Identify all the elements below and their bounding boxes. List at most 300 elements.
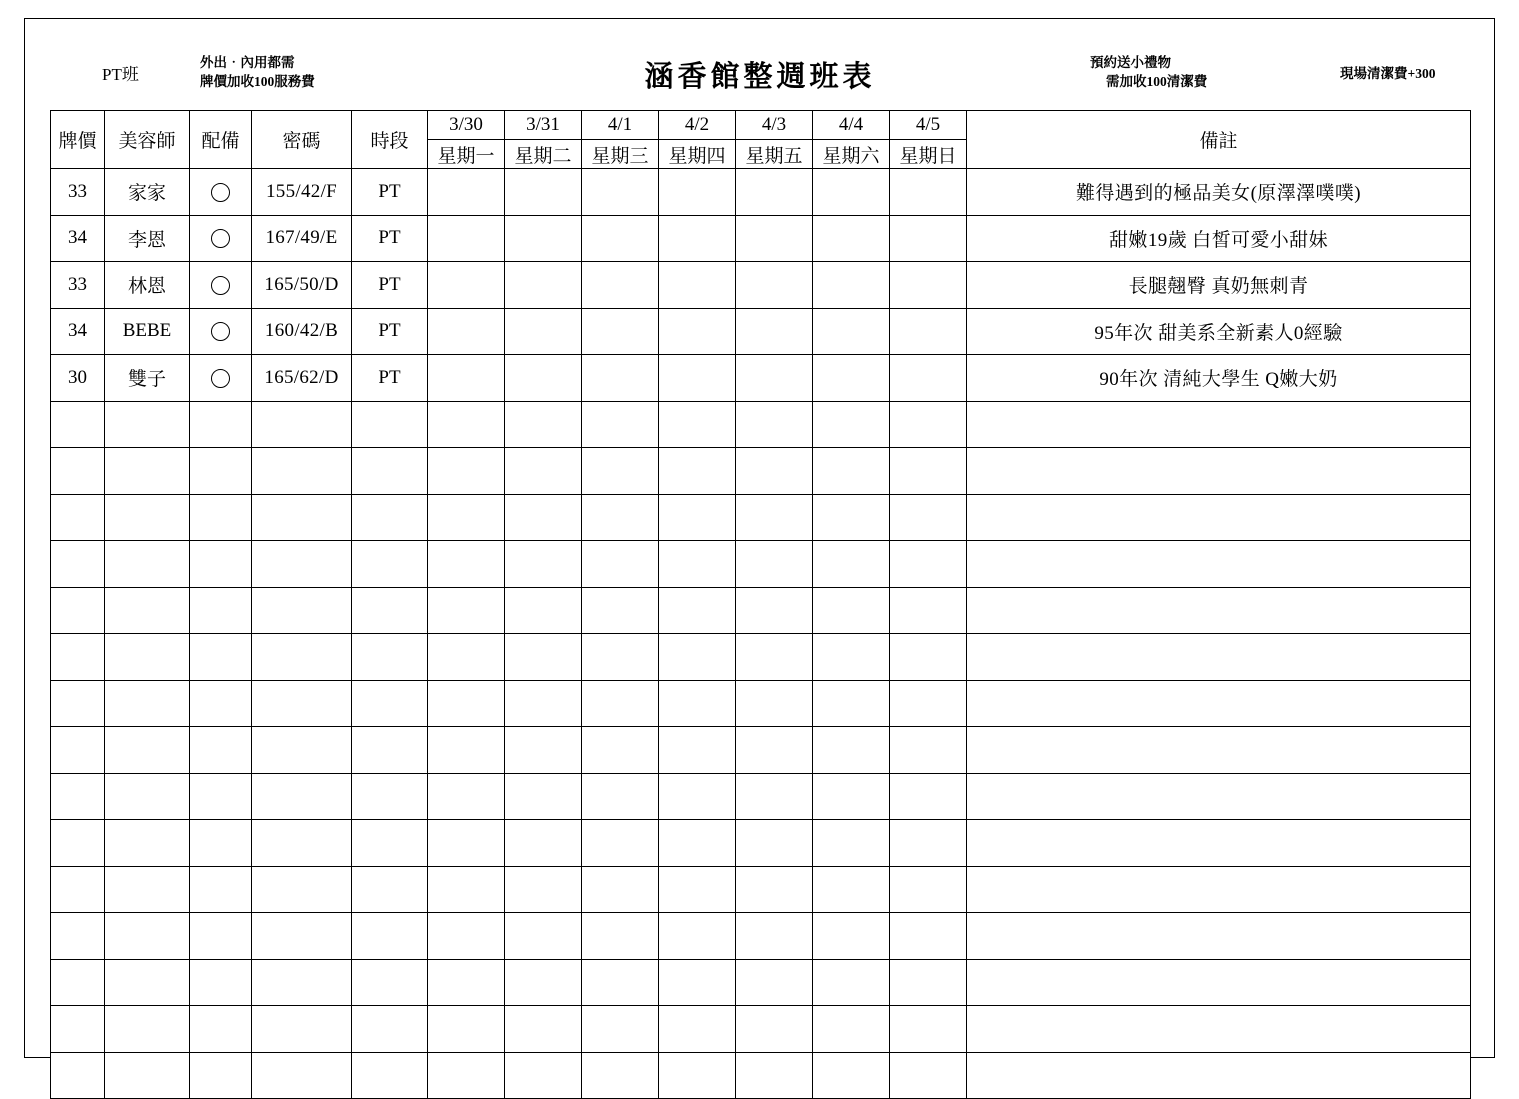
- column-header-code: 密碼: [252, 111, 352, 169]
- cell-day-3: [659, 727, 736, 774]
- column-header-price: 牌價: [51, 111, 105, 169]
- column-header-dow-2: 星期三: [582, 140, 659, 169]
- cell-day-2: [582, 169, 659, 216]
- cell-day-4: [736, 355, 813, 402]
- reservation-gift-note-line1: 預約送小禮物: [1090, 55, 1171, 70]
- cleaning-fee-note-line2: 需加收100清潔費: [1106, 74, 1208, 89]
- cell-slot: PT: [352, 355, 428, 402]
- cell-price: [51, 1006, 105, 1053]
- cell-day-3: [659, 308, 736, 355]
- cell-day-1: [505, 820, 582, 867]
- cell-day-2: [582, 913, 659, 960]
- cell-day-6: [890, 169, 967, 216]
- cell-day-2: [582, 634, 659, 681]
- table-row: [51, 401, 1471, 448]
- cell-slot: [352, 913, 428, 960]
- cell-beautician: BEBE: [105, 308, 190, 355]
- cell-day-4: [736, 727, 813, 774]
- circle-icon: [211, 369, 230, 388]
- column-header-beautician: 美容師: [105, 111, 190, 169]
- cell-remark: [967, 680, 1471, 727]
- cell-day-4: [736, 913, 813, 960]
- cell-remark: 甜嫩19歲 白皙可愛小甜妹: [967, 215, 1471, 262]
- cell-price: 33: [51, 169, 105, 216]
- cell-day-2: [582, 680, 659, 727]
- cell-day-3: [659, 494, 736, 541]
- cell-remark: [967, 541, 1471, 588]
- cell-price: [51, 820, 105, 867]
- cell-day-3: [659, 401, 736, 448]
- column-header-dow-3: 星期四: [659, 140, 736, 169]
- cell-beautician: 雙子: [105, 355, 190, 402]
- cell-price: [51, 448, 105, 495]
- cell-slot: [352, 680, 428, 727]
- cell-day-3: [659, 773, 736, 820]
- cell-day-1: [505, 215, 582, 262]
- cell-beautician: [105, 773, 190, 820]
- cell-day-0: [428, 634, 505, 681]
- cell-day-0: [428, 401, 505, 448]
- column-header-date-2: 4/1: [582, 111, 659, 140]
- column-header-slot: 時段: [352, 111, 428, 169]
- cell-day-4: [736, 587, 813, 634]
- page-title: 涵香館整週班表: [644, 61, 876, 93]
- cell-day-3: [659, 820, 736, 867]
- table-row: [51, 355, 1471, 402]
- cell-equipment: [190, 1052, 252, 1099]
- cell-code: [252, 773, 352, 820]
- cell-price: [51, 913, 105, 960]
- cell-day-3: [659, 355, 736, 402]
- cell-beautician: [105, 1052, 190, 1099]
- reservation-gift-note: [1090, 53, 1207, 91]
- cell-slot: [352, 401, 428, 448]
- cell-price: [51, 773, 105, 820]
- column-header-date-5: 4/4: [813, 111, 890, 140]
- cell-day-2: [582, 1006, 659, 1053]
- table-row: [51, 1052, 1471, 1099]
- cell-day-0: [428, 1006, 505, 1053]
- cell-remark: 難得遇到的極品美女(原澤澤噗噗): [967, 169, 1471, 216]
- table-row: [51, 959, 1471, 1006]
- table-row: [51, 262, 1471, 309]
- cell-day-5: [813, 727, 890, 774]
- cell-day-5: [813, 866, 890, 913]
- cell-price: [51, 541, 105, 588]
- cell-code: [252, 587, 352, 634]
- cell-day-4: [736, 541, 813, 588]
- cell-remark: [967, 820, 1471, 867]
- cell-day-4: [736, 448, 813, 495]
- cell-equipment: [190, 773, 252, 820]
- cell-day-2: [582, 262, 659, 309]
- cell-equipment: [190, 959, 252, 1006]
- table-row: [51, 494, 1471, 541]
- cell-day-6: [890, 215, 967, 262]
- cell-day-1: [505, 959, 582, 1006]
- cell-beautician: [105, 587, 190, 634]
- cell-day-1: [505, 680, 582, 727]
- cell-day-2: [582, 959, 659, 1006]
- cell-day-0: [428, 773, 505, 820]
- cell-equipment: [190, 308, 252, 355]
- cell-remark: [967, 1052, 1471, 1099]
- cell-equipment: [190, 820, 252, 867]
- table-row: [51, 680, 1471, 727]
- cell-code: [252, 448, 352, 495]
- cell-code: 155/42/F: [252, 169, 352, 216]
- cell-remark: [967, 1006, 1471, 1053]
- cell-day-2: [582, 820, 659, 867]
- cell-beautician: [105, 680, 190, 727]
- cell-price: 30: [51, 355, 105, 402]
- cell-beautician: [105, 820, 190, 867]
- cell-day-4: [736, 866, 813, 913]
- cell-code: [252, 820, 352, 867]
- cell-code: [252, 634, 352, 681]
- cell-slot: [352, 773, 428, 820]
- cell-beautician: [105, 541, 190, 588]
- cell-day-5: [813, 680, 890, 727]
- cell-day-6: [890, 262, 967, 309]
- cell-day-2: [582, 494, 659, 541]
- cell-day-1: [505, 401, 582, 448]
- cell-day-2: [582, 866, 659, 913]
- cell-day-1: [505, 494, 582, 541]
- column-header-date-4: 4/3: [736, 111, 813, 140]
- cell-day-3: [659, 541, 736, 588]
- cell-day-5: [813, 587, 890, 634]
- cell-equipment: [190, 727, 252, 774]
- table-row: [51, 587, 1471, 634]
- table-row: [51, 215, 1471, 262]
- column-header-equipment: 配備: [190, 111, 252, 169]
- cell-day-3: [659, 913, 736, 960]
- cell-day-4: [736, 820, 813, 867]
- cell-day-3: [659, 959, 736, 1006]
- cell-remark: [967, 773, 1471, 820]
- cell-code: [252, 727, 352, 774]
- cell-price: 34: [51, 215, 105, 262]
- cell-day-5: [813, 401, 890, 448]
- cell-day-6: [890, 494, 967, 541]
- cell-day-4: [736, 1006, 813, 1053]
- cell-equipment: [190, 494, 252, 541]
- table-row: [51, 1006, 1471, 1053]
- table-body: [51, 169, 1471, 1099]
- column-header-date-6: 4/5: [890, 111, 967, 140]
- onsite-cleaning-fee-note: 現場清潔費+300: [1340, 66, 1436, 81]
- cell-price: 33: [51, 262, 105, 309]
- cell-code: [252, 913, 352, 960]
- cell-day-4: [736, 1052, 813, 1099]
- table-row: [51, 820, 1471, 867]
- table-row: [51, 169, 1471, 216]
- cell-equipment: [190, 541, 252, 588]
- cell-day-0: [428, 541, 505, 588]
- cell-equipment: [190, 355, 252, 402]
- cell-equipment: [190, 401, 252, 448]
- cell-slot: [352, 634, 428, 681]
- cell-day-0: [428, 215, 505, 262]
- cell-remark: 95年次 甜美系全新素人0經驗: [967, 308, 1471, 355]
- cell-day-3: [659, 634, 736, 681]
- cell-day-2: [582, 1052, 659, 1099]
- cell-day-6: [890, 680, 967, 727]
- cell-equipment: [190, 913, 252, 960]
- service-fee-note-line1: 外出‧內用都需: [200, 55, 295, 70]
- cell-day-6: [890, 1006, 967, 1053]
- cell-code: [252, 1006, 352, 1053]
- cell-price: [51, 866, 105, 913]
- cell-equipment: [190, 866, 252, 913]
- table-row: [51, 913, 1471, 960]
- circle-icon: [211, 322, 230, 341]
- cell-day-5: [813, 634, 890, 681]
- cell-price: [51, 401, 105, 448]
- cell-day-4: [736, 401, 813, 448]
- cell-remark: 長腿翹臀 真奶無刺青: [967, 262, 1471, 309]
- cell-day-3: [659, 215, 736, 262]
- cell-day-0: [428, 494, 505, 541]
- column-header-dow-0: 星期一: [428, 140, 505, 169]
- cell-day-5: [813, 355, 890, 402]
- cell-slot: [352, 727, 428, 774]
- cell-day-2: [582, 448, 659, 495]
- cell-equipment: [190, 1006, 252, 1053]
- cell-remark: [967, 913, 1471, 960]
- cell-beautician: 李恩: [105, 215, 190, 262]
- cell-equipment: [190, 262, 252, 309]
- cell-day-4: [736, 773, 813, 820]
- cell-day-0: [428, 448, 505, 495]
- cell-code: [252, 680, 352, 727]
- cell-day-0: [428, 587, 505, 634]
- document-header: [50, 46, 1470, 96]
- cell-day-1: [505, 262, 582, 309]
- cell-day-2: [582, 727, 659, 774]
- cell-day-2: [582, 308, 659, 355]
- table-row: [51, 448, 1471, 495]
- cell-day-2: [582, 587, 659, 634]
- cell-day-0: [428, 680, 505, 727]
- cell-day-6: [890, 448, 967, 495]
- cell-day-4: [736, 634, 813, 681]
- cell-day-0: [428, 959, 505, 1006]
- cell-day-0: [428, 355, 505, 402]
- column-header-remark: 備註: [967, 111, 1471, 169]
- cell-slot: [352, 1052, 428, 1099]
- cell-equipment: [190, 215, 252, 262]
- cell-day-6: [890, 401, 967, 448]
- cell-day-1: [505, 169, 582, 216]
- schedule-table: [50, 110, 1471, 1099]
- cell-remark: [967, 727, 1471, 774]
- cell-slot: PT: [352, 169, 428, 216]
- table-row: [51, 727, 1471, 774]
- cell-day-5: [813, 169, 890, 216]
- table-row: [51, 773, 1471, 820]
- cell-day-3: [659, 1052, 736, 1099]
- cell-code: [252, 1052, 352, 1099]
- cell-day-6: [890, 634, 967, 681]
- cell-remark: [967, 401, 1471, 448]
- cell-day-1: [505, 448, 582, 495]
- cell-equipment: [190, 680, 252, 727]
- cell-slot: PT: [352, 262, 428, 309]
- cell-day-6: [890, 866, 967, 913]
- cell-beautician: [105, 866, 190, 913]
- cell-remark: [967, 866, 1471, 913]
- cell-day-4: [736, 215, 813, 262]
- cell-day-3: [659, 262, 736, 309]
- cell-day-0: [428, 866, 505, 913]
- table-row: [51, 541, 1471, 588]
- cell-day-4: [736, 308, 813, 355]
- circle-icon: [211, 183, 230, 202]
- cell-day-5: [813, 448, 890, 495]
- cell-day-3: [659, 866, 736, 913]
- cell-equipment: [190, 448, 252, 495]
- cell-price: [51, 727, 105, 774]
- cell-day-1: [505, 866, 582, 913]
- cell-remark: 90年次 清純大學生 Q嫩大奶: [967, 355, 1471, 402]
- cell-equipment: [190, 634, 252, 681]
- cell-price: 34: [51, 308, 105, 355]
- cell-day-0: [428, 913, 505, 960]
- cell-code: [252, 494, 352, 541]
- cell-day-6: [890, 913, 967, 960]
- cell-day-1: [505, 773, 582, 820]
- cell-beautician: [105, 448, 190, 495]
- table-row: [51, 634, 1471, 681]
- cell-day-6: [890, 355, 967, 402]
- cell-remark: [967, 448, 1471, 495]
- cell-day-1: [505, 541, 582, 588]
- cell-beautician: [105, 634, 190, 681]
- cell-day-5: [813, 1006, 890, 1053]
- column-header-date-0: 3/30: [428, 111, 505, 140]
- cell-equipment: [190, 587, 252, 634]
- cell-day-1: [505, 727, 582, 774]
- cell-beautician: [105, 494, 190, 541]
- cell-code: 167/49/E: [252, 215, 352, 262]
- cell-day-1: [505, 308, 582, 355]
- cell-beautician: [105, 959, 190, 1006]
- cell-day-5: [813, 308, 890, 355]
- cell-day-5: [813, 1052, 890, 1099]
- cell-day-1: [505, 1006, 582, 1053]
- cell-day-6: [890, 773, 967, 820]
- circle-icon: [211, 276, 230, 295]
- cell-remark: [967, 587, 1471, 634]
- cell-day-6: [890, 727, 967, 774]
- cell-day-1: [505, 587, 582, 634]
- cell-day-5: [813, 959, 890, 1006]
- column-header-dow-1: 星期二: [505, 140, 582, 169]
- circle-icon: [211, 229, 230, 248]
- cell-slot: [352, 494, 428, 541]
- cell-day-2: [582, 215, 659, 262]
- cell-day-5: [813, 215, 890, 262]
- cell-day-2: [582, 355, 659, 402]
- cell-day-6: [890, 820, 967, 867]
- cell-price: [51, 634, 105, 681]
- table-header: [51, 111, 1471, 169]
- cell-price: [51, 680, 105, 727]
- table-row: [51, 308, 1471, 355]
- cell-day-0: [428, 262, 505, 309]
- cell-beautician: [105, 727, 190, 774]
- cell-day-0: [428, 727, 505, 774]
- cell-day-3: [659, 1006, 736, 1053]
- cell-slot: [352, 959, 428, 1006]
- cell-day-5: [813, 494, 890, 541]
- table-row: [51, 866, 1471, 913]
- cell-slot: [352, 448, 428, 495]
- cell-beautician: [105, 913, 190, 960]
- cell-remark: [967, 494, 1471, 541]
- cell-code: 160/42/B: [252, 308, 352, 355]
- cell-price: [51, 1052, 105, 1099]
- cell-day-5: [813, 541, 890, 588]
- header-row-dates: [51, 111, 1471, 140]
- cell-day-6: [890, 541, 967, 588]
- cell-slot: [352, 1006, 428, 1053]
- shift-type-tag: PT班: [102, 65, 139, 84]
- cell-day-1: [505, 1052, 582, 1099]
- cell-code: [252, 959, 352, 1006]
- cell-remark: [967, 634, 1471, 681]
- cell-day-5: [813, 773, 890, 820]
- cell-code: [252, 866, 352, 913]
- cell-price: [51, 959, 105, 1006]
- cell-price: [51, 587, 105, 634]
- cell-day-6: [890, 308, 967, 355]
- cell-beautician: [105, 1006, 190, 1053]
- cell-day-4: [736, 262, 813, 309]
- cell-slot: [352, 820, 428, 867]
- cell-day-3: [659, 680, 736, 727]
- cell-day-0: [428, 308, 505, 355]
- cell-day-3: [659, 587, 736, 634]
- cell-code: [252, 541, 352, 588]
- column-header-dow-6: 星期日: [890, 140, 967, 169]
- cell-day-6: [890, 1052, 967, 1099]
- cell-day-6: [890, 587, 967, 634]
- column-header-date-1: 3/31: [505, 111, 582, 140]
- cell-day-2: [582, 401, 659, 448]
- cell-day-2: [582, 773, 659, 820]
- cell-day-1: [505, 913, 582, 960]
- cell-slot: [352, 541, 428, 588]
- cell-beautician: 家家: [105, 169, 190, 216]
- cell-beautician: 林恩: [105, 262, 190, 309]
- cell-day-5: [813, 913, 890, 960]
- cell-remark: [967, 959, 1471, 1006]
- cell-day-3: [659, 448, 736, 495]
- cell-day-0: [428, 820, 505, 867]
- cell-day-5: [813, 820, 890, 867]
- cell-day-3: [659, 169, 736, 216]
- cell-slot: [352, 587, 428, 634]
- column-header-date-3: 4/2: [659, 111, 736, 140]
- service-fee-note-line2: 牌價加收100服務費: [200, 74, 315, 89]
- cell-equipment: [190, 169, 252, 216]
- cell-day-6: [890, 959, 967, 1006]
- column-header-dow-5: 星期六: [813, 140, 890, 169]
- cell-code: 165/50/D: [252, 262, 352, 309]
